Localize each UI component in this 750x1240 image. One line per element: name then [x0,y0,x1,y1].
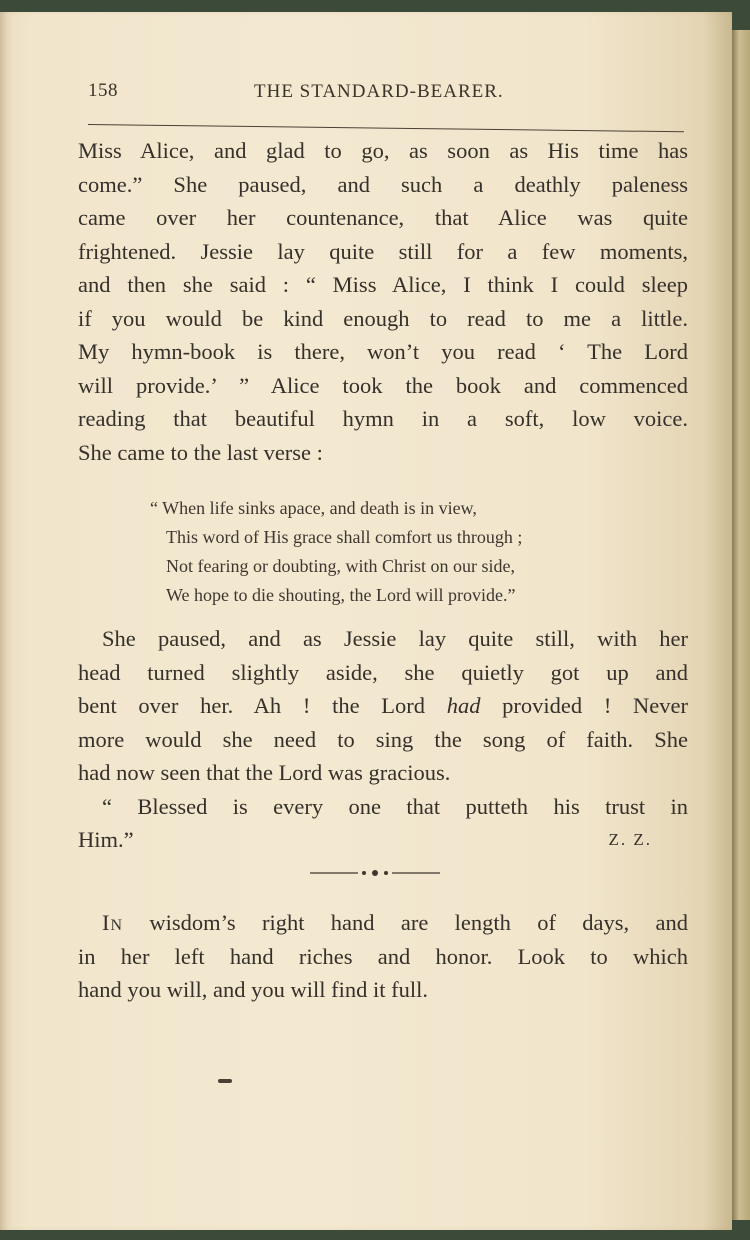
text-line: in her left hand riches and honor. Look to which [78,943,688,969]
text-line: reading that beautiful hymn in a soft, low voice. [78,406,688,431]
lead-word: In [102,910,124,935]
signature: Z. Z. [608,830,652,849]
text-line: hand you will, and you will find it full. [78,977,428,1002]
text-line [78,823,688,857]
text-line: will provide.’ ” Alice took the book and commenced [78,372,688,398]
text-line: frightened. Jessie lay quite still for a few moments, [78,238,688,264]
verse-line: We hope to die shouting, the Lord will provide.” [166,585,516,605]
text-line: She paused, and as Jessie lay quite still, with her [102,626,688,651]
text-line [78,689,688,723]
ink-speck [218,1079,232,1083]
verse-line: This word of His grace shall comfort us through ; [166,527,523,547]
text-line [78,906,688,940]
text-line: head turned slightly aside, she quietly got up and [78,659,688,685]
verse-line: “ When life sinks apace, and death is in view, [150,498,477,518]
text-line: My hymn-book is there, won’t you read ‘ The Lord [78,339,688,364]
section-divider [310,866,440,880]
text-line: “ Blessed is every one that putteth his trust in [102,793,688,819]
hymn-verse [150,494,650,610]
text-line: had now seen that the Lord was gracious. [78,760,451,785]
emphasis: had [446,693,481,718]
text-fragment: wisdom’s right hand are length of days, and [123,910,688,935]
paragraph-2 [78,622,688,857]
text-fragment: bent over her. Ah ! the Lord [78,693,447,718]
text-line: come.” She paused, and such a deathly paleness [78,171,688,197]
running-header [88,80,680,110]
text-fragment: provided ! Never [480,693,688,718]
paragraph-4 [78,906,688,1007]
running-title: THE STANDARD-BEARER. [254,81,504,102]
paragraph-1 [78,134,688,469]
text-line: came over her countenance, that Alice was quite [78,205,688,230]
page-edge [732,30,750,1220]
text-line: if you would be kind enough to read to me a little. [78,305,688,331]
text-line: Miss Alice, and glad to go, as soon as His time has [78,138,688,163]
text-line: more would she need to sing the song of faith. She [78,726,688,752]
page-number: 158 [88,80,118,101]
verse-line: Not fearing or doubting, with Christ on our side, [166,556,515,576]
text-line: and then she said : “ Miss Alice, I think I could sleep [78,272,688,297]
text-fragment: Him.” [78,827,134,852]
text-line: She came to the last verse : [78,439,323,465]
